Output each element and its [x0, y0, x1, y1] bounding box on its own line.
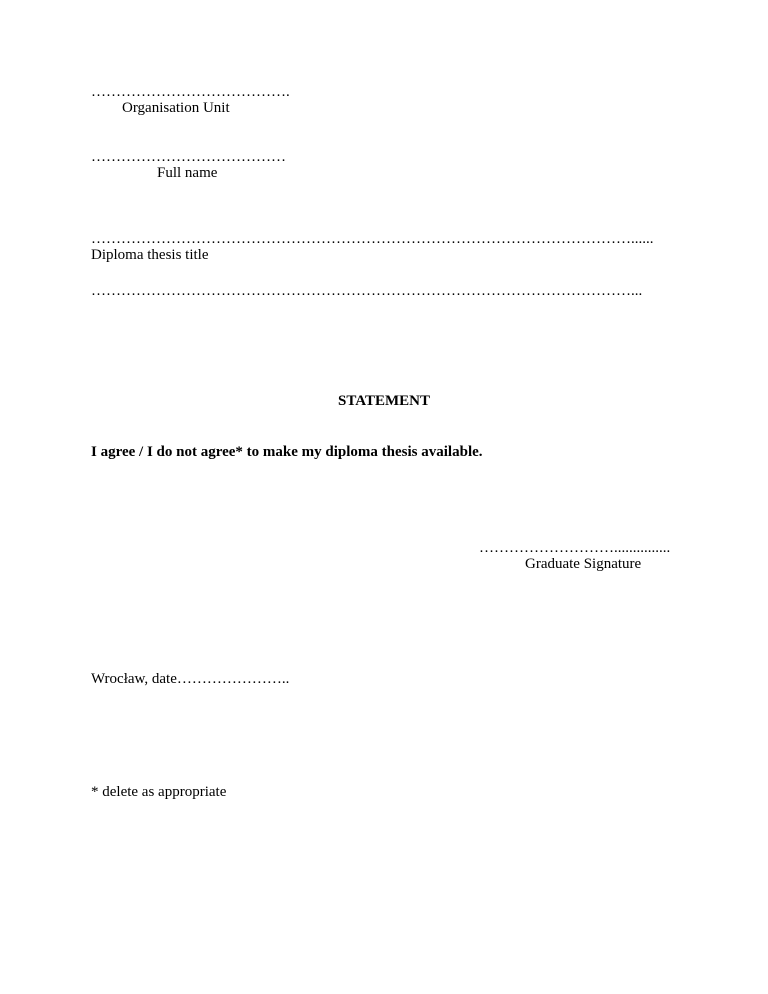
- organisation-unit-label: Organisation Unit: [122, 100, 230, 116]
- statement-heading: STATEMENT: [338, 393, 430, 409]
- organisation-unit-dots: ………………………………….: [91, 84, 290, 100]
- thesis-title-dots-line-1: ………………………………………………………………………………………………......: [91, 231, 654, 247]
- thesis-title-dots-line-2: ………………………………………………………………………………………………...: [91, 283, 643, 299]
- footnote: * delete as appropriate: [91, 784, 227, 800]
- statement-text: I agree / I do not agree* to make my diploma thesis available.: [91, 444, 483, 460]
- thesis-title-label: Diploma thesis title: [91, 247, 209, 263]
- signature-dots: ………………………...............: [479, 540, 671, 556]
- place-date-line: Wrocław, date…………………..: [91, 671, 290, 687]
- full-name-dots: …………………………………: [91, 149, 286, 165]
- full-name-label: Full name: [157, 165, 218, 181]
- signature-label: Graduate Signature: [525, 556, 642, 572]
